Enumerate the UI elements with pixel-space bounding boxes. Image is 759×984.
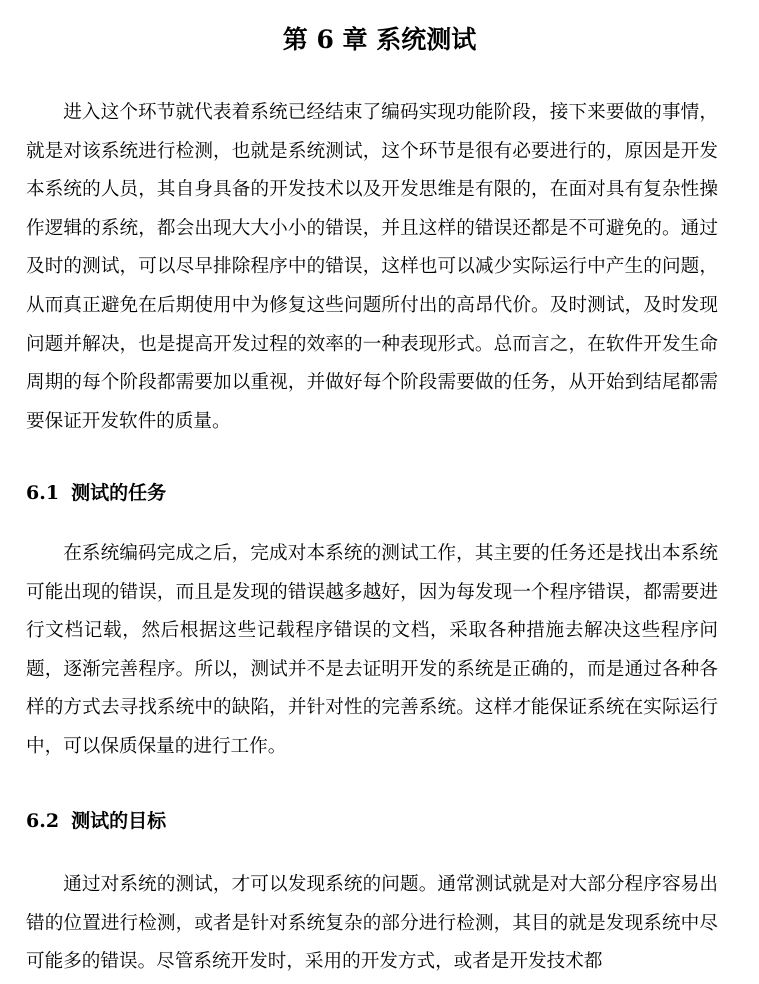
section-heading-6-1 <box>26 478 166 508</box>
section-title: 测试的任务 <box>71 482 167 504</box>
section-6-2-paragraph: 通过对系统的测试，才可以发现系统的问题。通常测试就是对大部分程序容易出错的位置进行检测，或者是针对系统复杂的部分进行检测，其目的就是发现系统中尽可能多的错误。尽管系统开发时，采用的开发方式，或者是开发技术都 <box>26 874 718 973</box>
section-heading-6-2 <box>26 806 166 836</box>
section-number: 6.1 <box>26 482 60 504</box>
chapter-title: 第 6 章 系统测试 <box>282 25 477 54</box>
section-6-1-paragraph: 在系统编码完成之后，完成对本系统的测试工作，其主要的任务还是找出本系统可能出现的错误，而且是发现的错误越多越好，因为每发现一个程序错误，都需要进行文档记载，然后根据这些记载程序错误的文档，采取各种措施去解决这些程序问题，逐渐完善程序。所以，测试并不是去证明开发的系统是正确的，而是通过各种各样的方式去寻找系统中的缺陷，并针对性的完善系统。这样才能保证系统在实际运行中，可以保质保量的进行工作。 <box>26 543 718 757</box>
chapter-intro-paragraph: 进入这个环节就代表着系统已经结束了编码实现功能阶段，接下来要做的事情，就是对该系统进行检测，也就是系统测试，这个环节是很有必要进行的，原因是开发本系统的人员，其自身具备的开发技术以及开发思维是有限的，在面对具有复杂性操作逻辑的系统，都会出现大大小小的错误，并且这样的错误还都是不可避免的。通过及时的测试，可以尽早排除程序中的错误，这样也可以减少实际运行中产生的问题，从而真正避免在后期使用中为修复这些问题所付出的高昂代价。及时测试，及时发现问题并解决，也是提高开发过程的效率的一种表现形式。总而言之，在软件开发生命周期的每个阶段都需要加以重视，并做好每个阶段需要做的任务，从开始到结尾都需要保证开发软件的质量。 <box>26 102 718 432</box>
section-number: 6.2 <box>26 810 60 832</box>
section-title: 测试的目标 <box>71 810 167 832</box>
